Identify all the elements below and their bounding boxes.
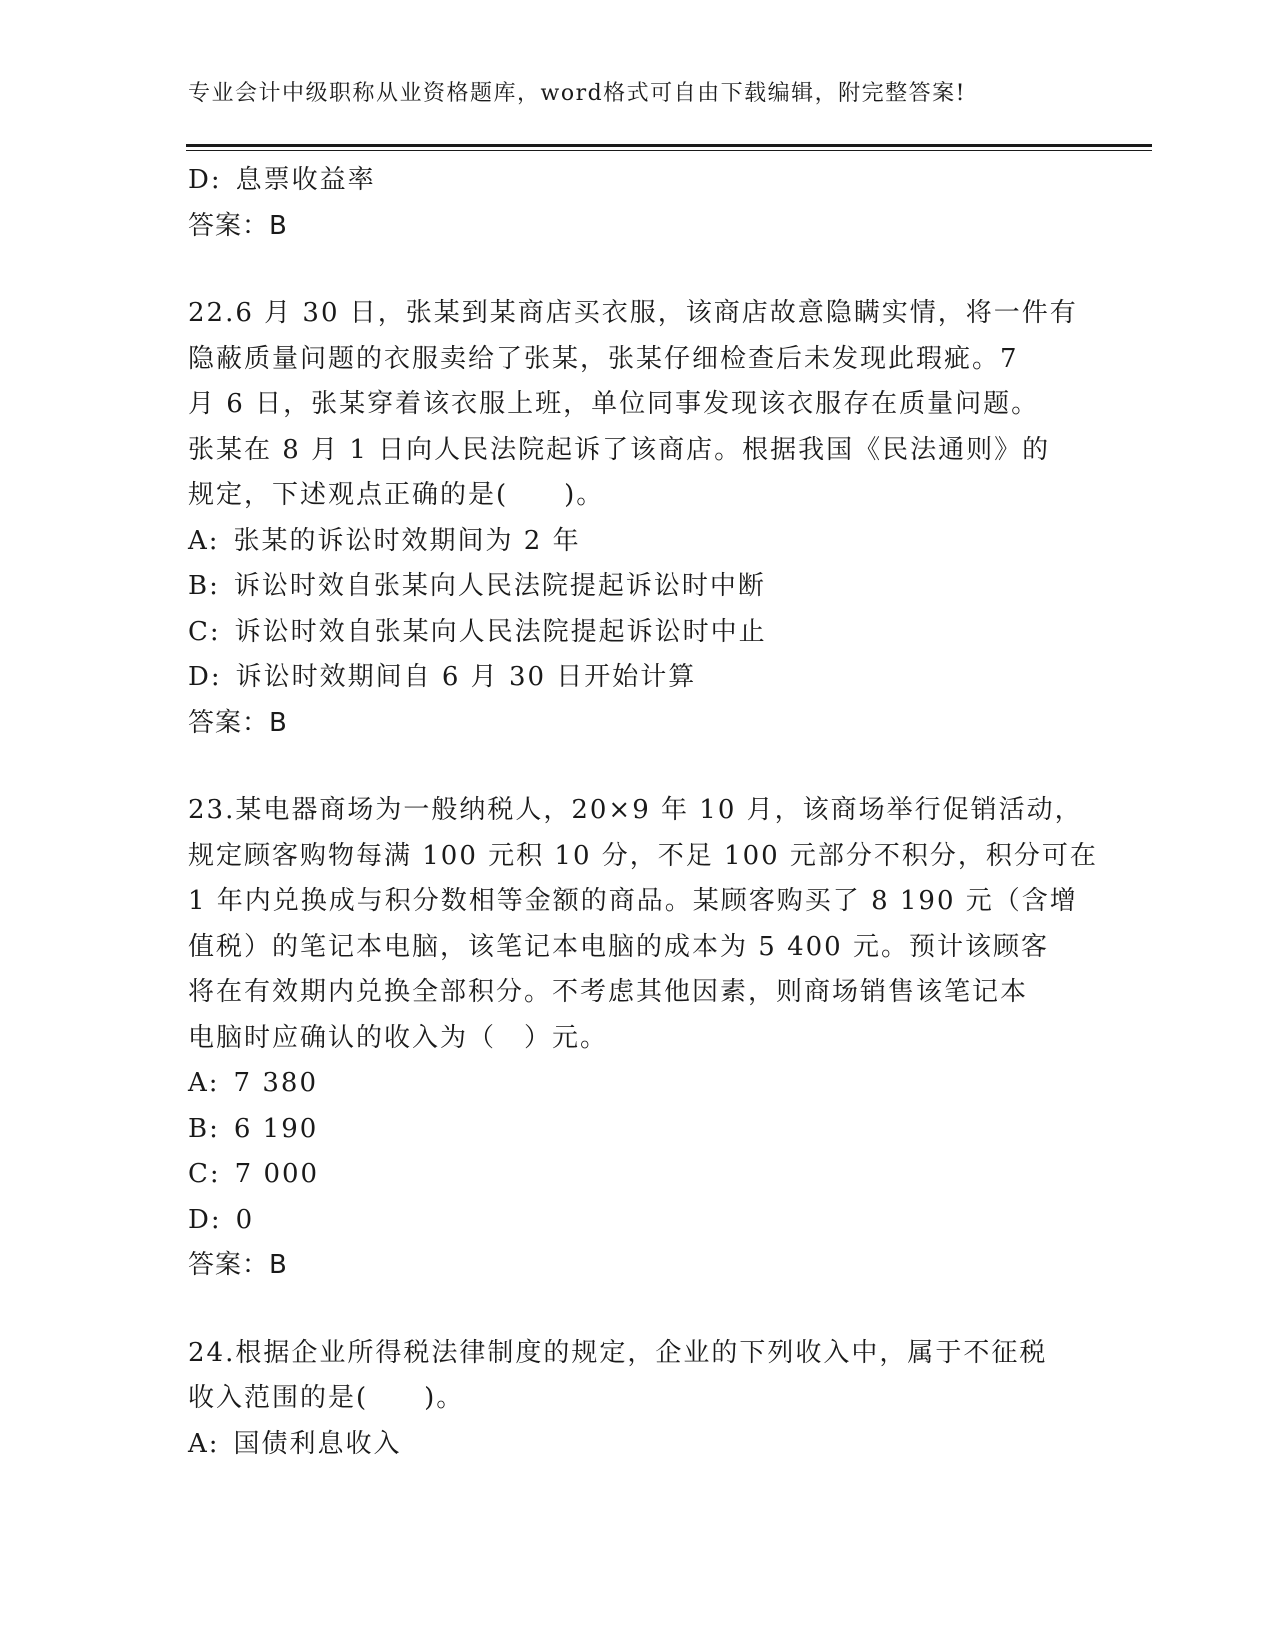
option-d <box>188 158 1088 204</box>
answer-line: 答案：B <box>188 707 288 738</box>
option-letter: D: <box>188 1204 222 1235</box>
option-letter: C: <box>188 1159 221 1189</box>
option-a <box>188 1061 1088 1107</box>
question-text-line: 24.根据企业所得税法律制度的规定，企业的下列收入中，属于不征税 <box>188 1337 1048 1368</box>
option-letter: A: <box>188 1428 220 1459</box>
header-rule-thick <box>186 144 1152 147</box>
option-text: 诉讼时效期间自 6 月 30 日开始计算 <box>235 662 697 692</box>
question-text-line: 张某在 8 月 1 日向人民法院起诉了该商店。根据我国《民法通则》的 <box>188 434 1051 465</box>
question-text-line: 规定顾客购物每满 100 元积 10 分，不足 100 元部分不积分，积分可在 <box>188 840 1098 871</box>
question-text-line: 规定，下述观点正确的是( )。 <box>188 480 605 510</box>
question-text-line: 将在有效期内兑换全部积分。不考虑其他因素，则商场销售该笔记本 <box>188 977 1029 1007</box>
question-24 <box>188 1331 1088 1468</box>
option-text: 6 190 <box>233 1113 319 1144</box>
question-text-line: 收入范围的是( )。 <box>188 1383 465 1413</box>
option-a <box>188 519 1088 565</box>
question-text-line: 23.某电器商场为一般纳税人，20×9 年 10 月，该商场举行促销活动， <box>188 795 1083 825</box>
option-c <box>188 610 1088 656</box>
option-letter: A: <box>188 525 220 556</box>
option-letter: D: <box>188 165 222 195</box>
option-text: 息票收益率 <box>235 165 376 195</box>
option-d <box>188 655 1088 701</box>
option-letter: A: <box>188 1068 220 1098</box>
option-text: 0 <box>235 1204 255 1235</box>
option-letter: D: <box>188 662 222 692</box>
question-text-line: 1 年内兑换成与积分数相等金额的商品。某顾客购买了 8 190 元（含增 <box>188 886 1078 916</box>
answer-line: 答案：B <box>188 1250 288 1280</box>
question-text-line: 月 6 日，张某穿着该衣服上班，单位同事发现该衣服存在质量问题。 <box>188 389 1040 419</box>
question-22 <box>188 291 1088 746</box>
spacer <box>188 1289 1088 1331</box>
question-23 <box>188 788 1098 1289</box>
option-text: 诉讼时效自张某向人民法院提起诉讼时中断 <box>233 571 766 601</box>
option-b <box>188 564 1088 610</box>
answer-line: 答案：B <box>188 210 288 241</box>
option-text: 7 000 <box>234 1159 320 1189</box>
question-21-tail <box>188 158 1088 249</box>
question-text-line: 电脑时应确认的收入为（ ）元。 <box>188 1022 609 1053</box>
question-text-line: 值税）的笔记本电脑，该笔记本电脑的成本为 5 400 元。预计该顾客 <box>188 931 1049 962</box>
question-text-line: 隐蔽质量问题的衣服卖给了张某，张某仔细检查后未发现此瑕疵。7 <box>188 343 1019 374</box>
option-letter: C: <box>188 616 221 647</box>
option-b <box>188 1107 1088 1153</box>
spacer <box>188 249 1088 291</box>
option-text: 诉讼时效自张某向人民法院提起诉讼时中止 <box>234 616 767 647</box>
option-text: 国债利息收入 <box>233 1428 402 1459</box>
option-letter: B: <box>188 571 220 601</box>
option-d <box>188 1198 1088 1244</box>
option-letter: B: <box>188 1113 220 1144</box>
document-body <box>188 158 1098 1467</box>
option-a <box>188 1422 1088 1468</box>
option-text: 7 380 <box>233 1068 318 1098</box>
header-text: 专业会计中级职称从业资格题库，word格式可自由下载编辑，附完整答案! <box>188 81 967 106</box>
spacer <box>188 746 1088 788</box>
header-rule-thin <box>186 150 1152 151</box>
question-text-line: 22.6 月 30 日，张某到某商店买衣服，该商店故意隐瞒实情，将一件有 <box>188 298 1078 328</box>
option-c <box>188 1152 1088 1198</box>
option-text: 张某的诉讼时效期间为 2 年 <box>233 525 581 556</box>
